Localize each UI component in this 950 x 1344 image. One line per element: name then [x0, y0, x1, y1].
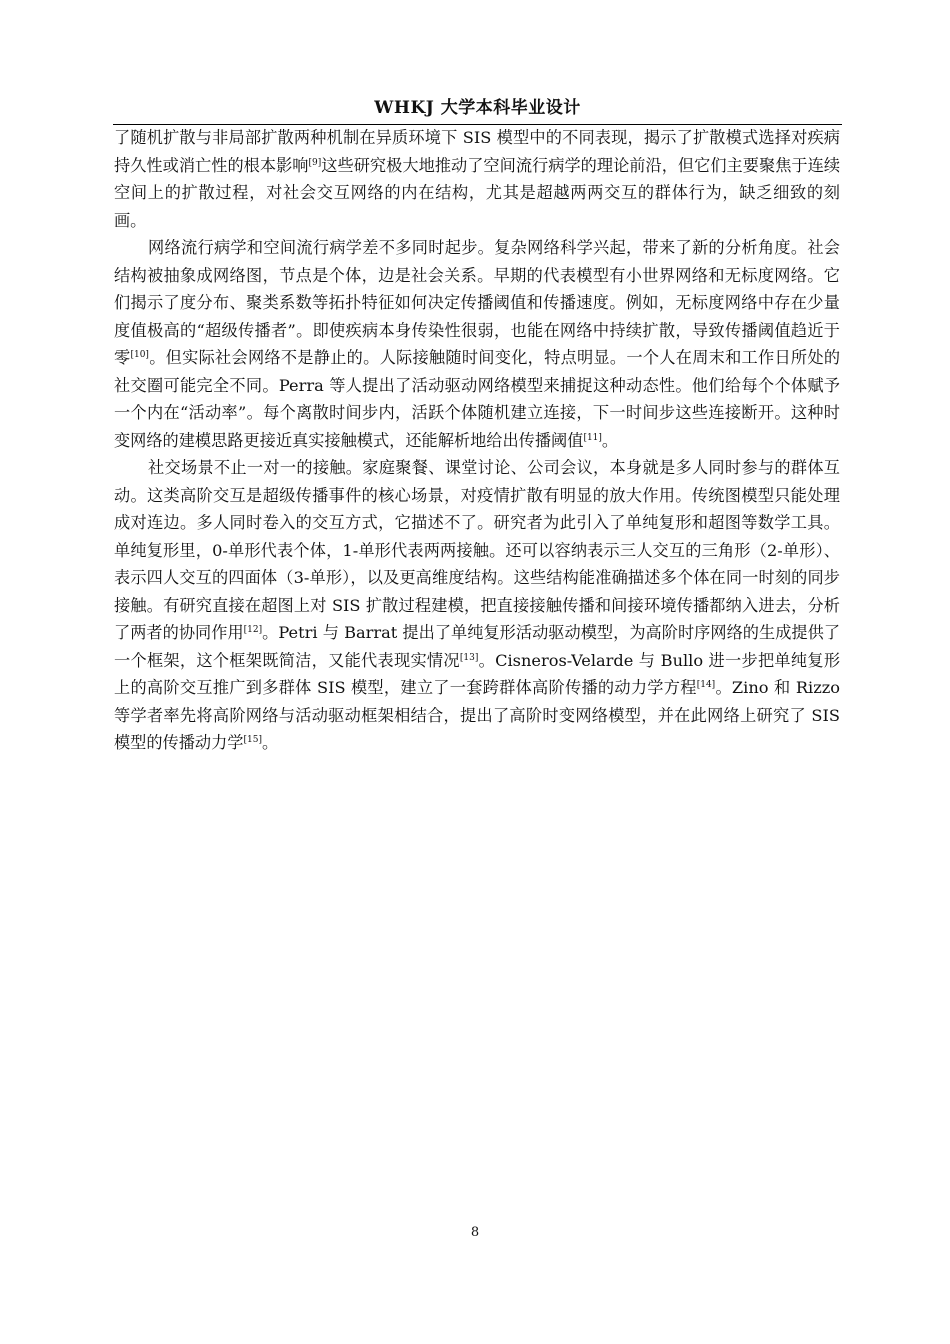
paragraph-text: 这些研究极大地推动了空间流行病学的理论前沿，但它们主要聚焦于连续空间上的扩散过程，对社会交互网络的内在结构，尤其是超越两两交互的群体行为，缺乏细致的刻画。	[114, 155, 841, 230]
citation: [10]	[130, 350, 149, 360]
paragraph-3	[114, 454, 840, 757]
paragraph-text: 社交场景不止一对一的接触。家庭聚餐、课堂讨论、公司会议，本身就是多人同时参与的群体互动。这类高阶交互是超级传播事件的核心场景，对疫情扩散有明显的放大作用。传统图模型只能处理成对连边。多人同时卷入的交互方式，它描述不了。研究者为此引入了单纯复形和超图等数学工具。单纯复形里，0-单形代表个体，1-单形代表两两接触。还可以容纳表示三人交互的三角形（2-单形）、表示四人交互的四面体（3-单形），以及更高维度结构。这些结构能准确描述多个体在同一时刻的同步接触。有研究直接在超图上对 SIS 扩散过程建模，把直接接触传播和间接环境传播都纳入进去，分析了两者的协同作用	[114, 458, 840, 642]
citation: [9]	[308, 157, 322, 168]
citation: [15]	[243, 735, 262, 745]
paragraph-text: 网络流行病学和空间流行病学差不多同时起步。复杂网络科学兴起，带来了新的分析角度。社会结构被抽象成网络图，节点是个体，边是社会关系。早期的代表模型有小世界网络和无标度网络。它们揭示了度分布、聚类系数等拓扑特征如何决定传播阈值和传播速度。例如，无标度网络中存在少量度值极高的“超级传播者”。即使疾病本身传染性很弱，也能在网络中持续扩散，导致传播阈值趋近于零	[114, 238, 840, 367]
header-title: WHKJ 大学本科毕业设计	[374, 98, 581, 118]
paragraph-text: 了随机扩散与非局部扩散两种机制在异质环境下 SIS 模型中的不同表现，揭示了扩散模式选择对疾病持久性或消亡性的根本影响	[114, 128, 840, 175]
citation: [13]	[459, 652, 479, 663]
citation: [12]	[243, 625, 263, 635]
page-header	[113, 96, 842, 125]
citation: [11]	[583, 432, 602, 443]
paragraph-text: 。Cisneros-Velarde 与 Bullo 进一步把单纯复形上的高阶交互推广到多群体 SIS 模型，建立了一套跨群体高阶传播的动力学方程	[114, 650, 841, 697]
page-number: 8	[470, 1225, 480, 1240]
paragraph-1	[114, 124, 840, 234]
paragraph-text: 。	[261, 733, 279, 752]
paragraph-text: 。但实际社会网络不是静止的。人际接触随时间变化，特点明显。一个人在周末和工作日所处的社交圈可能完全不同。Perra 等人提出了活动驱动网络模型来捕捉这种动态性。他们给每个个体赋予一个内在“活动率”。每个离散时间步内，活跃个体随机建立连接，下一时间步这些连接断开。这种时变网络的建模思路更接近真实接触模式，还能解析地给出传播阈值	[114, 348, 841, 450]
citation: [14]	[696, 680, 716, 690]
paragraph-2	[114, 234, 840, 454]
body-text	[114, 124, 840, 757]
paragraph-text: 。Zino 和 Rizzo 等学者率先将高阶网络与活动驱动框架相结合，提出了高阶时变网络模型，并在此网络上研究了 SIS 模型的传播动力学	[114, 678, 840, 752]
paragraph-text: 。	[601, 430, 619, 450]
paragraph-text: 。Petri 与 Barrat 提出了单纯复形活动驱动模型，为高阶时序网络的生成提供了一个框架，这个框架既简洁，又能代表现实情况	[114, 623, 841, 670]
